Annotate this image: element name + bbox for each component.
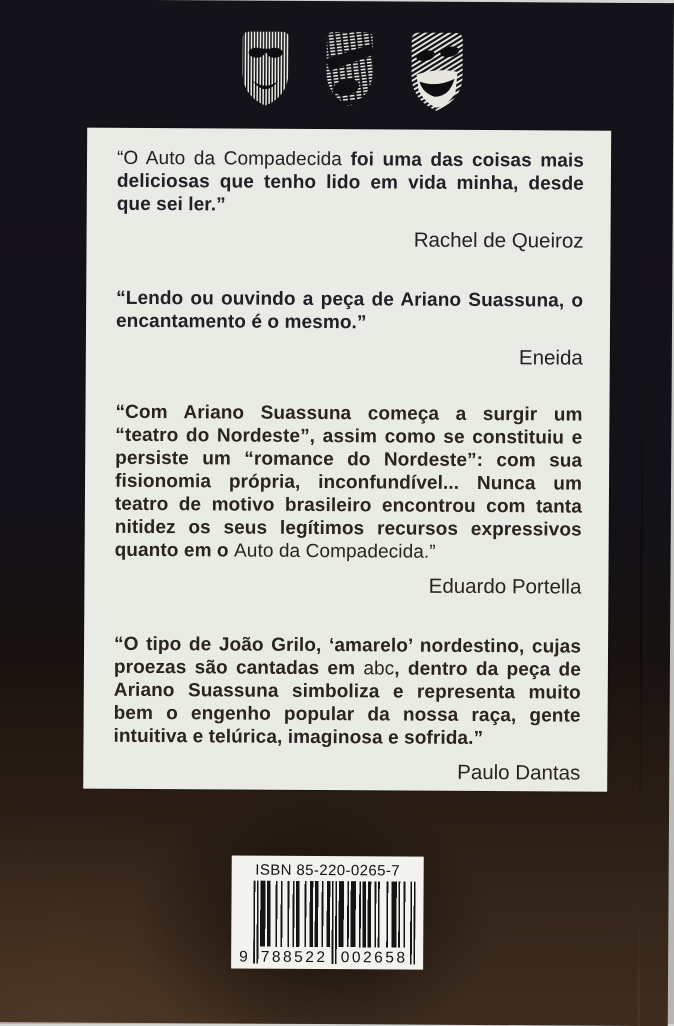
quote-text: “Lendo ou ouvindo a peça de Ariano Suassuna, o encantamento é o mesmo.” bbox=[115, 287, 584, 334]
quote-attribution: Paulo Dantas bbox=[457, 760, 581, 785]
barcode-label bbox=[231, 855, 424, 969]
comedy-mask-vertical-stripes-icon bbox=[235, 30, 295, 108]
isbn-text: ISBN 85-220-0265-7 bbox=[255, 861, 401, 880]
barcode-digit-first: 9 bbox=[239, 948, 248, 966]
barcode-digits-group1: 788522 bbox=[260, 948, 328, 967]
quote-text: “O Auto da Compadecida foi uma das coisas mais deliciosas que tenho lido em vida minha, desde que sei ler.” bbox=[116, 147, 585, 216]
quote-block bbox=[116, 287, 583, 371]
quote-block bbox=[116, 147, 584, 254]
barcode bbox=[239, 881, 416, 967]
comedy-mask-horizontal-hatch-icon bbox=[320, 30, 378, 108]
comedy-mask-diagonal-hatch-icon bbox=[403, 31, 469, 113]
quote-block bbox=[113, 633, 581, 786]
comedy-masks-illustration bbox=[235, 30, 469, 113]
barcode-digits-group2: 002658 bbox=[340, 949, 408, 967]
quote-block bbox=[114, 401, 582, 600]
blurb-panel bbox=[83, 128, 611, 792]
quote-attribution: Rachel de Queiroz bbox=[413, 228, 584, 253]
quote-text: “O tipo de João Grilo, ‘amarelo’ nordestino, cujas proezas são cantadas em abc, dentro da peça de Ariano Suassuna simboliza e representa muito bem o engenho popular da nossa raça, gente intuitiva e telúrica, imaginosa e sofrida.” bbox=[113, 633, 582, 750]
quote-text: “Com Ariano Suassuna começa a surgir um “teatro do Nordeste”, assim como se constituiu e persiste um “romance do Nordeste”: com sua fisionomia própria, inconfundível... Nunca um teatro de motivo brasileiro encontrou com tanta nitidez os seus legítimos recursos expressivos quanto em o Auto da Compadecida.” bbox=[114, 401, 583, 563]
quote-attribution: Eneida bbox=[518, 346, 583, 370]
quote-attribution: Eduardo Portella bbox=[428, 574, 582, 599]
